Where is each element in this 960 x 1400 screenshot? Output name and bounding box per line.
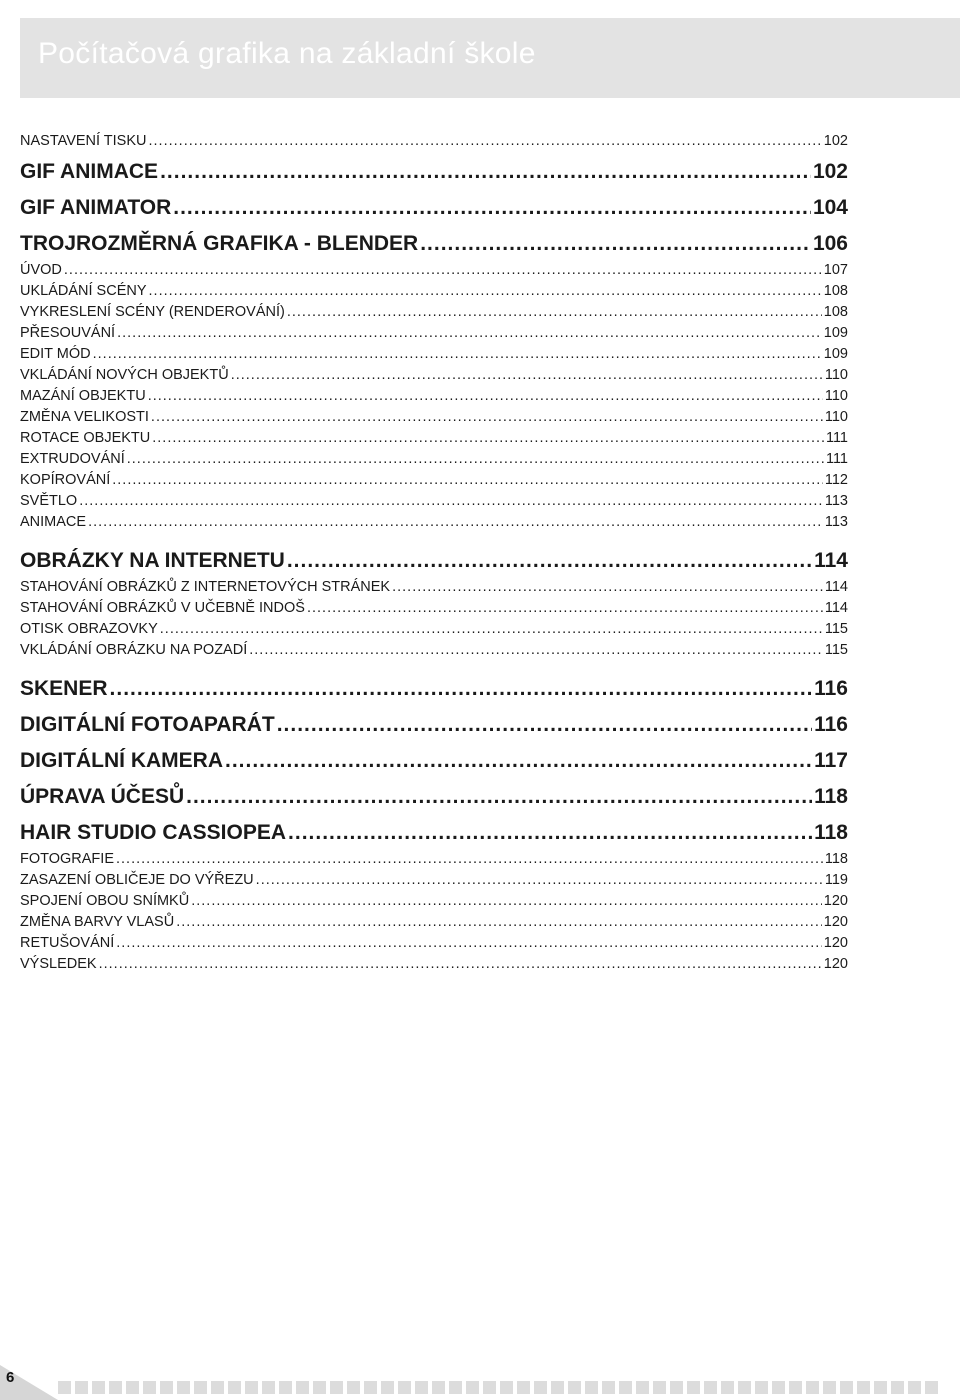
footer-square	[704, 1381, 717, 1394]
toc-entry-label: DIGITÁLNÍ FOTOAPARÁT	[20, 713, 275, 736]
toc-entry-label: VÝSLEDEK	[20, 956, 97, 972]
toc-entry-label: HAIR STUDIO CASSIOPEA	[20, 821, 287, 844]
toc-entry-page: 118	[814, 821, 848, 844]
toc-entry	[20, 541, 848, 577]
footer-square	[636, 1381, 649, 1394]
toc-dot-leader	[287, 302, 822, 323]
toc-entry-page: 113	[824, 514, 848, 530]
toc-entry	[20, 260, 848, 281]
toc-dot-leader	[112, 470, 823, 491]
toc-entry-page: 111	[825, 430, 848, 446]
table-of-contents	[20, 131, 848, 975]
document-title: Počítačová grafika na základní škole	[38, 37, 536, 70]
footer-square	[160, 1381, 173, 1394]
toc-dot-leader	[176, 912, 822, 933]
toc-entry-page: 119	[824, 872, 848, 888]
toc-entry-label: SPOJENÍ OBOU SNÍMKŮ	[20, 893, 190, 909]
toc-entry	[20, 428, 848, 449]
toc-dot-leader	[116, 849, 823, 870]
toc-entry	[20, 577, 848, 598]
toc-dot-leader	[152, 428, 824, 449]
footer-square	[602, 1381, 615, 1394]
toc-entry-page: 114	[814, 549, 848, 572]
toc-dot-leader	[225, 741, 812, 781]
toc-entry	[20, 954, 848, 975]
footer-square	[177, 1381, 190, 1394]
footer-square	[653, 1381, 666, 1394]
footer-square	[840, 1381, 853, 1394]
toc-entry	[20, 386, 848, 407]
toc-entry	[20, 302, 848, 323]
toc-entry-page: 114	[824, 600, 848, 616]
toc-dot-leader	[148, 386, 823, 407]
toc-entry	[20, 512, 848, 533]
footer-square	[279, 1381, 292, 1394]
toc-dot-leader	[79, 491, 823, 512]
footer-square	[330, 1381, 343, 1394]
footer-square	[245, 1381, 258, 1394]
toc-dot-leader	[231, 365, 823, 386]
toc-entry	[20, 849, 848, 870]
toc-entry-label: EXTRUDOVÁNÍ	[20, 451, 125, 467]
footer-square	[262, 1381, 275, 1394]
toc-dot-leader	[160, 152, 811, 192]
footer-square	[772, 1381, 785, 1394]
toc-entry-page: 118	[824, 851, 848, 867]
toc-entry	[20, 870, 848, 891]
toc-entry-page: 108	[823, 304, 848, 320]
toc-dot-leader	[186, 777, 812, 817]
toc-entry-label: RETUŠOVÁNÍ	[20, 935, 115, 951]
footer-square	[126, 1381, 139, 1394]
footer-square	[228, 1381, 241, 1394]
footer-square	[585, 1381, 598, 1394]
toc-entry-page: 115	[824, 621, 848, 637]
toc-entry-page: 118	[814, 785, 848, 808]
toc-dot-leader	[420, 224, 811, 264]
toc-entry-label: UKLÁDÁNÍ SCÉNY	[20, 283, 147, 299]
toc-dot-leader	[127, 449, 824, 470]
toc-entry	[20, 407, 848, 428]
footer-square	[738, 1381, 751, 1394]
footer-square	[755, 1381, 768, 1394]
toc-entry-page: 112	[824, 472, 848, 488]
toc-entry-page: 120	[823, 914, 848, 930]
toc-entry	[20, 705, 848, 741]
toc-entry-page: 110	[824, 367, 848, 383]
toc-dot-leader	[110, 669, 813, 709]
toc-dot-leader	[256, 870, 823, 891]
toc-entry-label: TROJROZMĚRNÁ GRAFIKA - BLENDER	[20, 232, 419, 255]
footer-square	[398, 1381, 411, 1394]
footer-square	[58, 1381, 71, 1394]
toc-entry	[20, 891, 848, 912]
toc-entry-page: 109	[823, 346, 848, 362]
toc-entry-label: VKLÁDÁNÍ OBRÁZKU NA POZADÍ	[20, 642, 248, 658]
toc-dot-leader	[117, 323, 822, 344]
footer-square	[534, 1381, 547, 1394]
footer-square	[364, 1381, 377, 1394]
footer-square	[143, 1381, 156, 1394]
toc-entry	[20, 152, 848, 188]
toc-entry-label: SKENER	[20, 677, 108, 700]
toc-entry-page: 117	[814, 749, 848, 772]
footer-square	[789, 1381, 802, 1394]
toc-dot-leader	[191, 891, 822, 912]
toc-entry-page: 102	[823, 133, 848, 149]
toc-entry	[20, 323, 848, 344]
toc-dot-leader	[116, 933, 822, 954]
footer-square	[313, 1381, 326, 1394]
toc-entry-page: 109	[823, 325, 848, 341]
toc-entry-page: 116	[814, 677, 848, 700]
toc-entry-label: DIGITÁLNÍ KAMERA	[20, 749, 223, 772]
toc-entry	[20, 912, 848, 933]
footer-square	[449, 1381, 462, 1394]
footer-square	[670, 1381, 683, 1394]
toc-entry-page: 102	[812, 160, 848, 183]
toc-entry-label: KOPÍROVÁNÍ	[20, 472, 111, 488]
toc-entry	[20, 598, 848, 619]
toc-dot-leader	[277, 705, 812, 745]
toc-entry	[20, 188, 848, 224]
toc-entry-label: STAHOVÁNÍ OBRÁZKŮ V UČEBNĚ INDOŠ	[20, 600, 305, 616]
footer-square	[347, 1381, 360, 1394]
footer-square	[109, 1381, 122, 1394]
toc-entry	[20, 449, 848, 470]
toc-entry	[20, 777, 848, 813]
toc-dot-leader	[287, 541, 812, 581]
footer-square	[925, 1381, 938, 1394]
toc-dot-leader	[99, 954, 822, 975]
toc-dot-leader	[149, 131, 822, 152]
toc-entry-page: 116	[814, 713, 848, 736]
toc-entry-label: EDIT MÓD	[20, 346, 91, 362]
toc-dot-leader	[149, 281, 822, 302]
toc-entry-page: 111	[825, 451, 848, 467]
footer-square	[483, 1381, 496, 1394]
toc-entry	[20, 813, 848, 849]
toc-entry-page: 120	[823, 956, 848, 972]
toc-entry-page: 115	[824, 642, 848, 658]
toc-dot-leader	[392, 577, 823, 598]
toc-entry-page: 106	[812, 232, 848, 255]
toc-entry	[20, 365, 848, 386]
toc-entry-label: STAHOVÁNÍ OBRÁZKŮ Z INTERNETOVÝCH STRÁNEK	[20, 579, 391, 595]
toc-entry	[20, 281, 848, 302]
toc-dot-leader	[64, 260, 822, 281]
footer-square	[466, 1381, 479, 1394]
toc-entry-label: OBRÁZKY NA INTERNETU	[20, 549, 285, 572]
toc-dot-leader	[288, 813, 812, 853]
toc-entry	[20, 933, 848, 954]
toc-entry-label: ROTACE OBJEKTU	[20, 430, 151, 446]
toc-entry-label: ZMĚNA BARVY VLASŮ	[20, 914, 175, 930]
footer-square	[296, 1381, 309, 1394]
footer-square	[415, 1381, 428, 1394]
toc-entry	[20, 470, 848, 491]
toc-entry-label: GIF ANIMACE	[20, 160, 159, 183]
toc-entry-label: ZASAZENÍ OBLIČEJE DO VÝŘEZU	[20, 872, 254, 888]
toc-entry-label: SVĚTLO	[20, 493, 78, 509]
toc-entry-label: ÚVOD	[20, 262, 62, 278]
toc-entry	[20, 491, 848, 512]
toc-entry	[20, 344, 848, 365]
footer-square	[211, 1381, 224, 1394]
toc-entry-label: NASTAVENÍ TISKU	[20, 133, 147, 149]
footer-square	[517, 1381, 530, 1394]
toc-entry-label: VKLÁDÁNÍ NOVÝCH OBJEKTŮ	[20, 367, 229, 383]
footer-square	[75, 1381, 88, 1394]
footer-square	[619, 1381, 632, 1394]
toc-entry	[20, 619, 848, 640]
footer-square	[806, 1381, 819, 1394]
footer-square	[908, 1381, 921, 1394]
footer-square	[721, 1381, 734, 1394]
toc-entry-page: 113	[824, 493, 848, 509]
toc-entry-page: 110	[824, 388, 848, 404]
toc-entry-label: PŘESOUVÁNÍ	[20, 325, 116, 341]
footer-square	[857, 1381, 870, 1394]
toc-dot-leader	[173, 188, 811, 228]
toc-entry-page: 120	[823, 935, 848, 951]
toc-dot-leader	[249, 640, 823, 661]
toc-entry-page: 108	[823, 283, 848, 299]
footer-square	[500, 1381, 513, 1394]
toc-dot-leader	[160, 619, 823, 640]
toc-entry-label: ZMĚNA VELIKOSTI	[20, 409, 149, 425]
toc-dot-leader	[93, 344, 822, 365]
toc-entry-page: 107	[823, 262, 848, 278]
footer-square	[551, 1381, 564, 1394]
toc-entry-page: 120	[823, 893, 848, 909]
toc-entry-page: 110	[824, 409, 848, 425]
footer-square	[92, 1381, 105, 1394]
toc-entry-label: GIF ANIMATOR	[20, 196, 172, 219]
footer-square	[874, 1381, 887, 1394]
footer-square	[687, 1381, 700, 1394]
toc-entry-label: FOTOGRAFIE	[20, 851, 114, 867]
toc-entry-label: ANIMACE	[20, 514, 87, 530]
footer-square	[823, 1381, 836, 1394]
toc-entry	[20, 640, 848, 661]
footer-square	[432, 1381, 445, 1394]
toc-dot-leader	[151, 407, 823, 428]
footer-square	[568, 1381, 581, 1394]
toc-entry	[20, 669, 848, 705]
toc-entry-label: OTISK OBRAZOVKY	[20, 621, 158, 637]
toc-entry-page: 104	[812, 196, 848, 219]
toc-entry-label: MAZÁNÍ OBJEKTU	[20, 388, 146, 404]
toc-entry	[20, 131, 848, 152]
footer-square	[381, 1381, 394, 1394]
page-number: 6	[6, 1369, 15, 1386]
toc-entry	[20, 224, 848, 260]
toc-dot-leader	[88, 512, 823, 533]
footer-square	[891, 1381, 904, 1394]
footer-square	[194, 1381, 207, 1394]
toc-entry	[20, 741, 848, 777]
toc-dot-leader	[307, 598, 823, 619]
footer-square-strip	[58, 1381, 960, 1394]
toc-entry-page: 114	[824, 579, 848, 595]
toc-entry-label: ÚPRAVA ÚČESŮ	[20, 785, 185, 808]
toc-entry-label: VYKRESLENÍ SCÉNY (RENDEROVÁNÍ)	[20, 304, 285, 320]
